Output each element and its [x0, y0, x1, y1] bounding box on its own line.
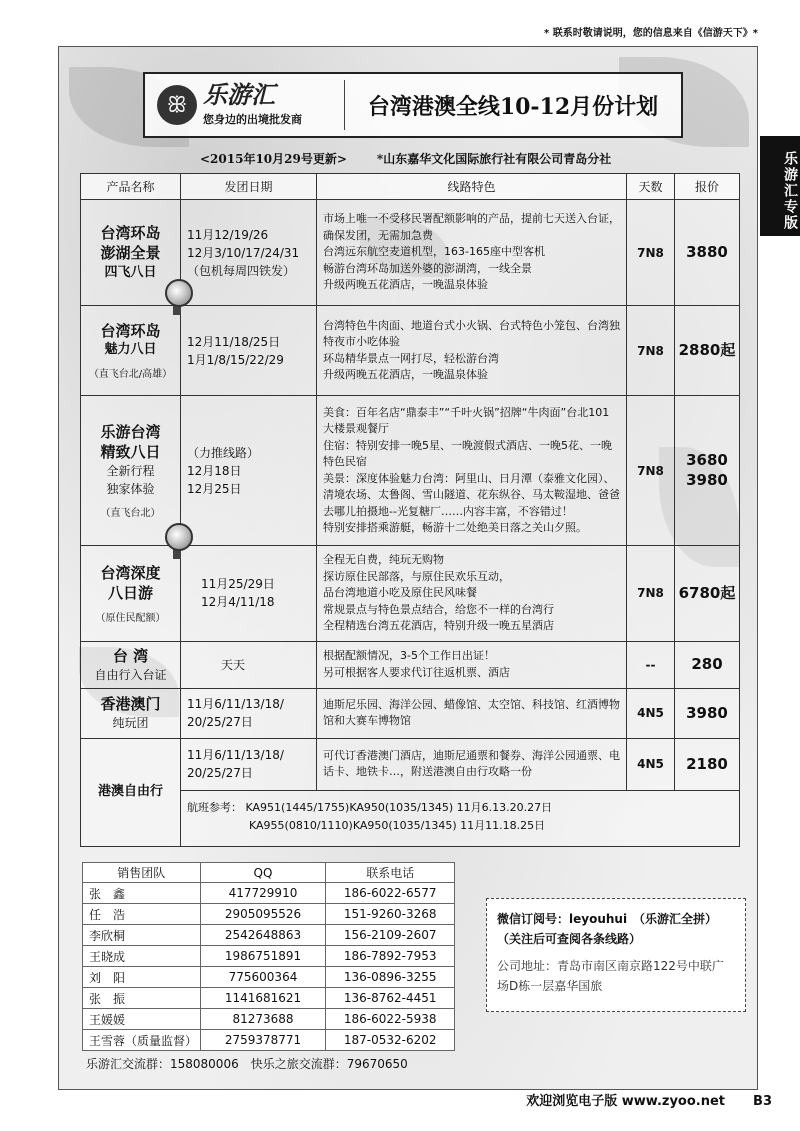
product-cell	[81, 641, 181, 688]
table-header	[81, 174, 740, 200]
page-title: 台湾港澳全线10-12月份计划	[367, 93, 659, 120]
website-link[interactable]: 欢迎浏览电子版 www.zyoo.net	[526, 1094, 726, 1109]
table-row	[83, 988, 455, 1009]
feature-line: 常规景点与特色景点结合，给您不一样的台湾行	[323, 602, 554, 616]
chat-groups: 乐游汇交流群：158080006 快乐之旅交流群：79670650	[86, 1057, 408, 1071]
days-cell: 4N5	[627, 688, 675, 738]
sales-qq: 417729910	[200, 883, 326, 904]
features-cell	[317, 688, 627, 738]
sales-qq: 1141681621	[200, 988, 326, 1009]
flight-info	[181, 790, 740, 846]
features-cell	[317, 546, 627, 642]
product-subtitle: 四飞八日	[104, 264, 157, 280]
sales-qq: 2905095526	[200, 904, 326, 925]
dates-cell	[181, 641, 317, 688]
product-cell	[81, 396, 181, 546]
sales-phone: 187-0532-6202	[326, 1030, 455, 1051]
logo-name: 乐游汇	[203, 81, 275, 109]
dates-cell	[181, 546, 317, 642]
product-name: 台湾深度	[100, 563, 161, 582]
product-tag: 独家体验	[106, 482, 155, 497]
col-header-days: 天数	[627, 174, 675, 200]
product-name: 乐游台湾	[100, 422, 161, 441]
sales-name: 刘 阳	[83, 967, 201, 988]
product-subtitle: 自由行入台证	[94, 667, 167, 682]
date-line: 20/25/27日	[187, 766, 253, 781]
dates-cell	[181, 738, 317, 790]
days-cell: 7N8	[627, 396, 675, 546]
flight-line: 航班参考： KA951(1445/1755)KA950(1035/1345) 11月6.13.20.27日	[187, 800, 553, 814]
contact-note: * 联系时敬请说明，您的信息来自《信游天下》*	[544, 28, 758, 39]
date-line: 11月25/29日	[201, 577, 275, 592]
table-row	[81, 738, 740, 790]
product-name: 精致八日	[100, 443, 161, 461]
features-cell	[317, 200, 627, 306]
features-cell	[317, 396, 627, 546]
product-name: 台 湾	[112, 646, 149, 665]
header-banner	[143, 72, 683, 138]
table-row	[81, 306, 740, 396]
table-row	[81, 546, 740, 642]
table-row	[83, 1009, 455, 1030]
sales-header	[83, 863, 455, 883]
table-row	[83, 883, 455, 904]
product-name: 台湾环岛	[100, 224, 161, 243]
product-note: （直飞台北/高雄）	[88, 369, 173, 381]
product-note: （直飞台北）	[100, 508, 161, 520]
sales-table	[82, 862, 455, 1051]
product-name: 澎湖全景	[100, 244, 161, 263]
sales-phone: 186-6022-6577	[326, 883, 455, 904]
feature-line: 畅游台湾环岛加送外婆的澎湖湾，一线全景	[323, 261, 532, 275]
date-line: 20/25/27日	[187, 715, 253, 730]
feature-line: 美食：百年名店“鼎泰丰”“千叶火锅”招牌“牛肉面”台北101大楼景观餐厅	[323, 405, 610, 435]
feature-line: 迪斯尼乐园、海洋公园、蜡像馆、太空馆、科技馆、红酒博物馆和大赛车博物馆	[323, 697, 620, 728]
date-line: 12月25日	[187, 481, 242, 496]
table-row	[83, 904, 455, 925]
col-header-product: 产品名称	[81, 174, 181, 200]
feature-line: 根据配额情况，3-5个工作日出证！	[323, 649, 495, 663]
product-name: 台湾环岛	[100, 321, 161, 340]
medal-icon	[165, 279, 193, 307]
feature-line: 升级两晚五花酒店，一晚温泉体验	[323, 368, 488, 381]
price-cell: 2880起	[675, 306, 740, 396]
feature-line: 市场上唯一不受移民署配额影响的产品，提前七天送入台证，确保发团，无需加急费	[323, 212, 620, 242]
flight-line: KA955(0810/1110)KA950(1035/1345) 11月11.18.25日	[249, 819, 546, 833]
sales-phone: 186-7892-7953	[326, 946, 455, 967]
date-line: 12月18日	[187, 463, 242, 478]
logo-slogan: 您身边的出境批发商	[203, 113, 302, 126]
dates-cell	[181, 306, 317, 396]
agency-name: *山东嘉华文化国际旅行社有限公司青岛分社	[376, 152, 612, 166]
wechat-account: 微信订阅号：leyouhui （乐游汇全拼）	[497, 912, 718, 926]
flight-label: 航班参考：	[187, 800, 242, 814]
date-line: 11月12/19/26	[187, 227, 269, 242]
sales-qq: 775600364	[200, 967, 326, 988]
features-cell	[317, 641, 627, 688]
date-line: 12月3/10/17/24/31	[187, 245, 300, 260]
footer	[526, 1090, 772, 1109]
page-number: B3	[753, 1094, 772, 1109]
sales-phone: 186-6022-5938	[326, 1009, 455, 1030]
price-cell: 6780起	[675, 546, 740, 642]
feature-line: 全程无自费，纯玩无购物	[323, 553, 444, 566]
product-name: 港澳自由行	[97, 784, 163, 800]
feature-line: 另可根据客人要求代订往返机票、酒店	[323, 665, 510, 679]
butterfly-icon: ꕥ	[157, 85, 197, 125]
update-date: <2015年10月29号更新>	[200, 152, 347, 166]
date-line: 11月6/11/13/18/	[187, 697, 284, 712]
update-line	[200, 150, 611, 167]
sales-name: 王晓成	[83, 946, 201, 967]
product-cell	[81, 688, 181, 738]
feature-line: 升级两晚五花酒店，一晚温泉体验	[323, 278, 488, 292]
feature-line: 台湾特色牛肉面、地道台式小火锅、台式特色小笼包、台湾独特夜市小吃体验	[323, 318, 620, 348]
table-row	[83, 967, 455, 988]
product-tag: 全新行程	[106, 464, 155, 479]
sales-phone: 136-8762-4451	[326, 988, 455, 1009]
feature-line: 台湾远东航空麦道机型，163-165座中型客机	[323, 245, 545, 259]
days-cell: 4N5	[627, 738, 675, 790]
product-name: 八日游	[107, 583, 153, 602]
tour-table	[80, 173, 740, 847]
logo	[145, 80, 345, 130]
col-header-qq: QQ	[200, 863, 326, 883]
product-subtitle: 魅力八日	[104, 342, 157, 358]
days-cell: 7N8	[627, 546, 675, 642]
date-line: （包机每周四铁发）	[187, 263, 296, 278]
date-line: 11月6/11/13/18/	[187, 748, 284, 763]
product-subtitle: 纯玩团	[112, 716, 149, 731]
price-value: 3980	[686, 470, 728, 489]
side-tab: 乐游汇专版	[760, 136, 800, 236]
product-cell	[81, 546, 181, 642]
price-cell: 3880	[675, 200, 740, 306]
col-header-features: 线路特色	[317, 174, 627, 200]
feature-line: 环岛精华景点一网打尽，轻松游台湾	[323, 351, 499, 365]
wechat-box	[486, 898, 746, 1012]
product-cell	[81, 738, 181, 846]
features-cell	[317, 738, 627, 790]
col-header-dates: 发团日期	[181, 174, 317, 200]
days-cell: --	[627, 641, 675, 688]
sales-name: 张 鑫	[83, 883, 201, 904]
sales-qq: 1986751891	[200, 946, 326, 967]
sales-qq: 2759378771	[200, 1030, 326, 1051]
wechat-hint: （关注后可查阅各条线路）	[497, 932, 642, 947]
product-note: （原住民配额）	[95, 613, 166, 624]
dates-cell	[181, 396, 317, 546]
dates-cell	[181, 688, 317, 738]
sales-phone: 136-0896-3255	[326, 967, 455, 988]
col-header-team: 销售团队	[83, 863, 201, 883]
date-line: 12月4/11/18	[201, 595, 275, 610]
sales-name: 王雪蓉（质量监督）	[83, 1030, 201, 1051]
price-cell: 2180	[675, 738, 740, 790]
table-row	[83, 1030, 455, 1051]
table-row	[83, 925, 455, 946]
sales-name: 张 振	[83, 988, 201, 1009]
table-row	[81, 200, 740, 306]
price-cell	[675, 396, 740, 546]
days-cell: 7N8	[627, 306, 675, 396]
sales-qq: 81273688	[200, 1009, 326, 1030]
date-line: 天天	[221, 657, 246, 672]
sales-qq: 2542648863	[200, 925, 326, 946]
feature-line: 全程精选台湾五花酒店，特别升级一晚五星酒店	[323, 619, 554, 632]
feature-line: 美景：深度体验魅力台湾：阿里山、日月潭（泰雅文化园）、清境农场、太鲁阁、雪山隧道、花东纵谷、马太鞍湿地、爸爸去哪儿拍摄地--光复糖厂……内容丰富，不容错过！	[323, 471, 620, 518]
date-line: 12月11/18/25日	[187, 334, 281, 349]
feature-line: 可代订香港澳门酒店，迪斯尼通票和餐券、海洋公园通票、电话卡、地铁卡…，附送港澳自由行攻略一份	[323, 748, 620, 779]
price-cell: 280	[675, 641, 740, 688]
features-cell	[317, 306, 627, 396]
product-cell	[81, 306, 181, 396]
table-row	[83, 946, 455, 967]
dates-cell	[181, 200, 317, 306]
sales-phone: 156-2109-2607	[326, 925, 455, 946]
company-address: 公司地址：青岛市南区南京路122号中联广场D栋一层嘉华国旅	[497, 958, 724, 994]
sales-name: 李欣桐	[83, 925, 201, 946]
sales-name: 王媛媛	[83, 1009, 201, 1030]
product-name: 香港澳门	[100, 695, 161, 714]
days-cell: 7N8	[627, 200, 675, 306]
feature-line: 住宿：特别安排一晚5星、一晚渡假式酒店、一晚5花、一晚特色民宿	[323, 438, 612, 468]
price-cell: 3980	[675, 688, 740, 738]
col-header-phone: 联系电话	[326, 863, 455, 883]
table-row	[81, 641, 740, 688]
sales-name: 任 浩	[83, 904, 201, 925]
table-row	[81, 396, 740, 546]
col-header-price: 报价	[675, 174, 740, 200]
date-line: 1月1/8/15/22/29	[187, 352, 284, 367]
feature-line: 品台湾地道小吃及原住民风味餐	[323, 586, 477, 599]
sales-phone: 151-9260-3268	[326, 904, 455, 925]
feature-line: 探访原住民部落，与原住民欢乐互动，	[323, 569, 510, 583]
price-value: 3680	[686, 451, 728, 469]
feature-line: 特别安排搭乘游艇，畅游十二处绝美日落之关山夕照。	[323, 521, 587, 534]
table-row	[81, 688, 740, 738]
date-line: （力推线路）	[187, 445, 260, 460]
